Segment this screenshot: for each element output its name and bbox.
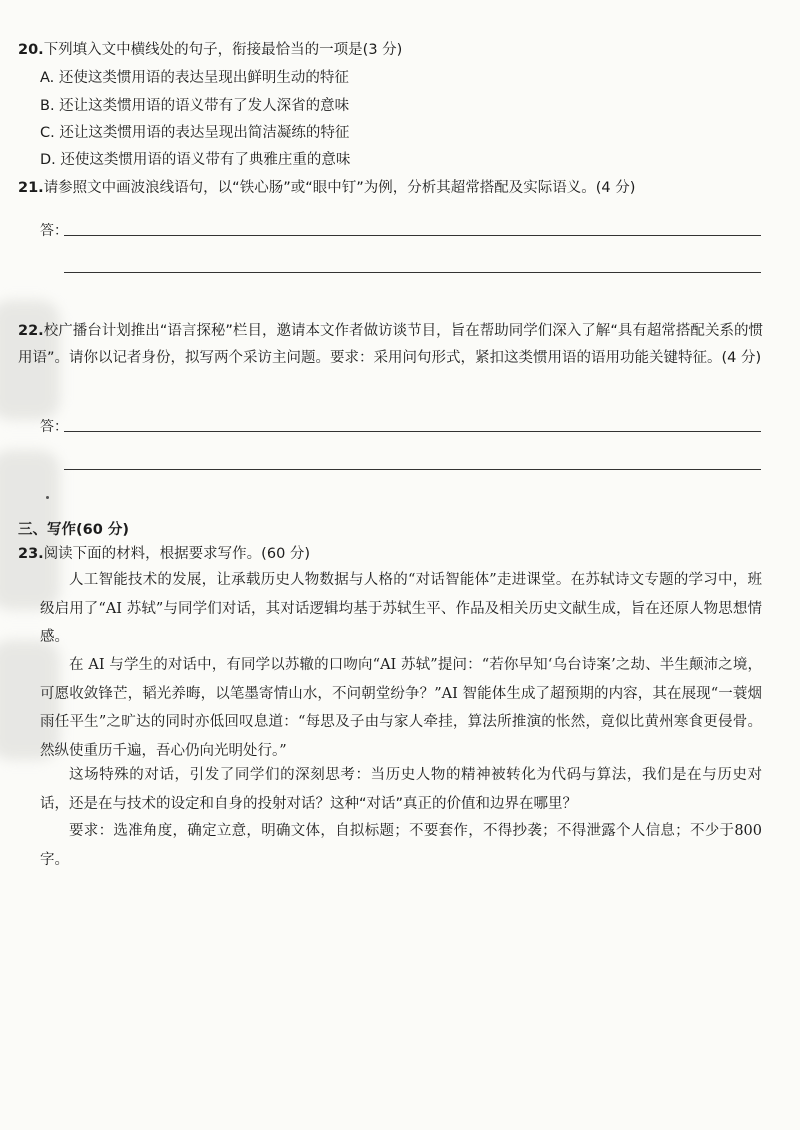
- q21-answer-line-2[interactable]: [64, 272, 761, 273]
- q20-number: 20.: [18, 42, 44, 58]
- q22-number: 22.: [18, 323, 44, 339]
- q20-stem: 20.下列填入文中横线处的句子，衔接最恰当的一项是(3 分): [18, 42, 403, 58]
- q23-stem: 23.阅读下面的材料，根据要求写作。(60 分): [18, 546, 311, 562]
- q21-answer-line-1[interactable]: [64, 235, 761, 236]
- q20-option-d: D. 还使这类惯用语的语义带有了典雅庄重的意味: [40, 152, 351, 168]
- q21-stem: 21.请参照文中画波浪线语句，以“铁心肠”或“眼中钉”为例，分析其超常搭配及实际语义。(4 分): [18, 180, 636, 196]
- q22-answer-line-1[interactable]: [64, 431, 761, 432]
- q21-number: 21.: [18, 180, 44, 196]
- q20-option-a: A. 还使这类惯用语的表达呈现出鲜明生动的特征: [40, 70, 349, 86]
- q20-option-c: C. 还让这类惯用语的表达呈现出简洁凝练的特征: [40, 125, 350, 141]
- q23-paragraph-1: 人工智能技术的发展，让承载历史人物数据与人格的“对话智能体”走进课堂。在苏轼诗文专题的学习中，班级启用了“AI 苏轼”与同学们对话，其对话逻辑均基于苏轼生平、作品及相关历史文献生成，旨在还原人物思想情感。: [40, 572, 762, 645]
- section-3-title: 三、写作(60 分): [18, 522, 129, 538]
- stray-dot: [46, 496, 49, 499]
- q22-stem: 22.校广播台计划推出“语言探秘”栏目，邀请本文作者做访谈节目，旨在帮助同学们深入了解“具有超常搭配关系的惯用语”。请你以记者身份，拟写两个采访主问题。要求：采用问句形式，紧扣这类惯用语的语用功能关键特征。(4 分): [18, 323, 763, 366]
- q22-answer-label: 答：: [40, 419, 68, 435]
- q23-paragraph-4: 要求：选准角度，确定立意，明确文体，自拟标题；不要套作，不得抄袭；不得泄露个人信息；不少于800 字。: [40, 823, 762, 868]
- q22-answer-line-2[interactable]: [64, 469, 761, 470]
- q20-option-b: B. 还让这类惯用语的语义带有了发人深省的意味: [40, 98, 350, 114]
- q23-paragraph-3: 这场特殊的对话，引发了同学们的深刻思考：当历史人物的精神被转化为代码与算法，我们是在与历史对话，还是在与技术的设定和自身的投射对话？这种“对话”真正的价值和边界在哪里？: [40, 767, 762, 812]
- q23-number: 23.: [18, 546, 44, 562]
- q23-paragraph-2: 在 AI 与学生的对话中，有同学以苏辙的口吻向“AI 苏轼”提问：“若你早知‘乌台诗案’之劫、半生颠沛之境，可愿收敛锋芒，韬光养晦，以笔墨寄情山水，不问朝堂纷争？”AI 智能体生成了超预期的内容，其在展现“一蓑烟雨任平生”之旷达的同时亦低回叹息道：“每思及子由与家人牵挂，算法所推演的怅然，竟似比黄州寒食更侵骨。然纵使重历千遍，吾心仍向光明处行。”: [40, 657, 762, 759]
- q21-answer-label: 答：: [40, 223, 68, 239]
